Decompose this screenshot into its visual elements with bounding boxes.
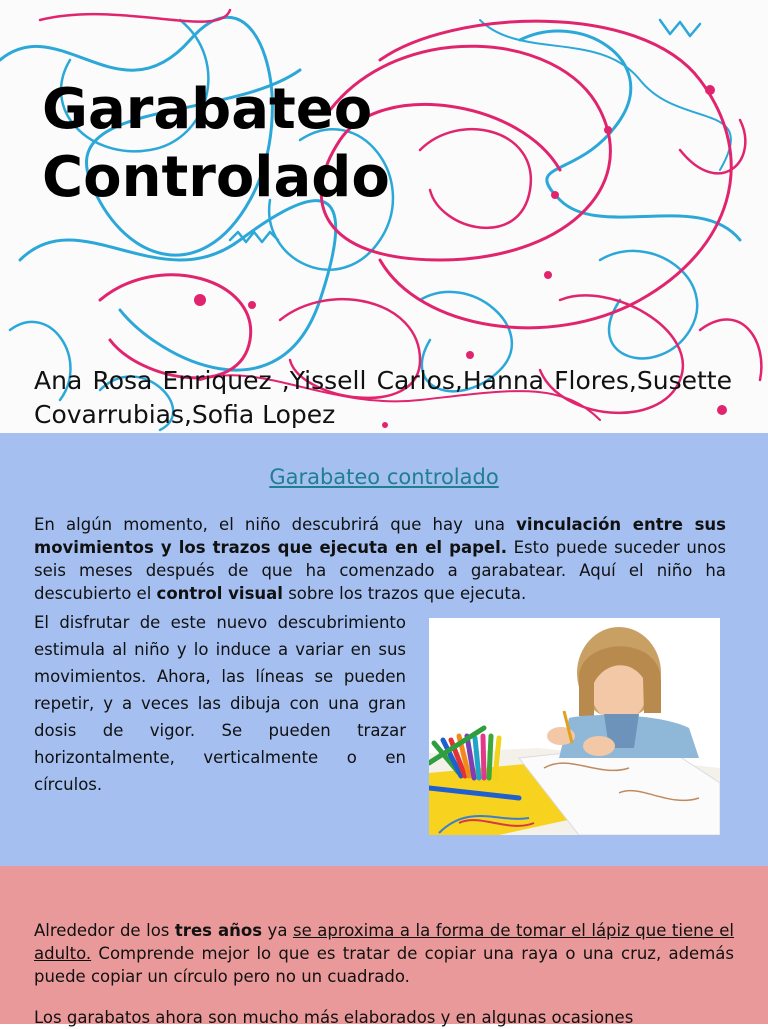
paragraph-2: El disfrutar de este nuevo descubrimiento estimula al niño y lo induce a variar en sus movimientos. Ahora, las líneas se pueden repetir, y a veces las dibuja con una gran dosis de vigor. Se pueden trazar horizontalmente, verticalmente o en círculos. [34, 613, 406, 794]
p3-text-b: ya [262, 921, 293, 940]
p1-bold-b: control visual [156, 584, 283, 603]
title-line-1: Garabateo [42, 77, 373, 142]
title-line-2: Controlado [42, 145, 390, 210]
authors-text: Ana Rosa Enriquez ,Yissell Carlos,Hanna Flores,Susette Covarrubias,Sofia Lopez [34, 366, 732, 429]
child-drawing-photo [429, 618, 720, 835]
paragraph-4: Los garabatos ahora son mucho más elaborados y en algunas ocasiones [34, 1008, 634, 1027]
p1-text-b: Esto puede suceder unos seis meses después de que ha comenzado a garabatear. Aquí el niño ha descubierto el [34, 538, 726, 603]
p3-text-c: Comprende mejor lo que es tratar de copiar una raya o una cruz, además puede copiar un círculo pero no un cuadrado. [34, 944, 734, 986]
cover-section [0, 0, 768, 433]
p1-text-c: sobre los trazos que ejecuta. [282, 584, 527, 603]
p3-underlined: se aproxima a la forma de tomar el lápiz que tiene el adulto. [34, 921, 734, 963]
p1-bold-a: vinculación entre sus movimientos y los trazos que ejecuta en el papel. [34, 515, 726, 557]
paragraph-3 [34, 919, 734, 988]
p3-bold: tres años [174, 921, 263, 940]
p3-text-a: Alrededor de los [34, 921, 175, 940]
page-title [42, 76, 390, 212]
photo-illustration [429, 618, 720, 835]
section-heading: Garabateo controlado [269, 465, 499, 489]
paragraph-1 [34, 513, 726, 605]
p1-text-a: En algún momento, el niño descubrirá que hay una [34, 515, 517, 534]
